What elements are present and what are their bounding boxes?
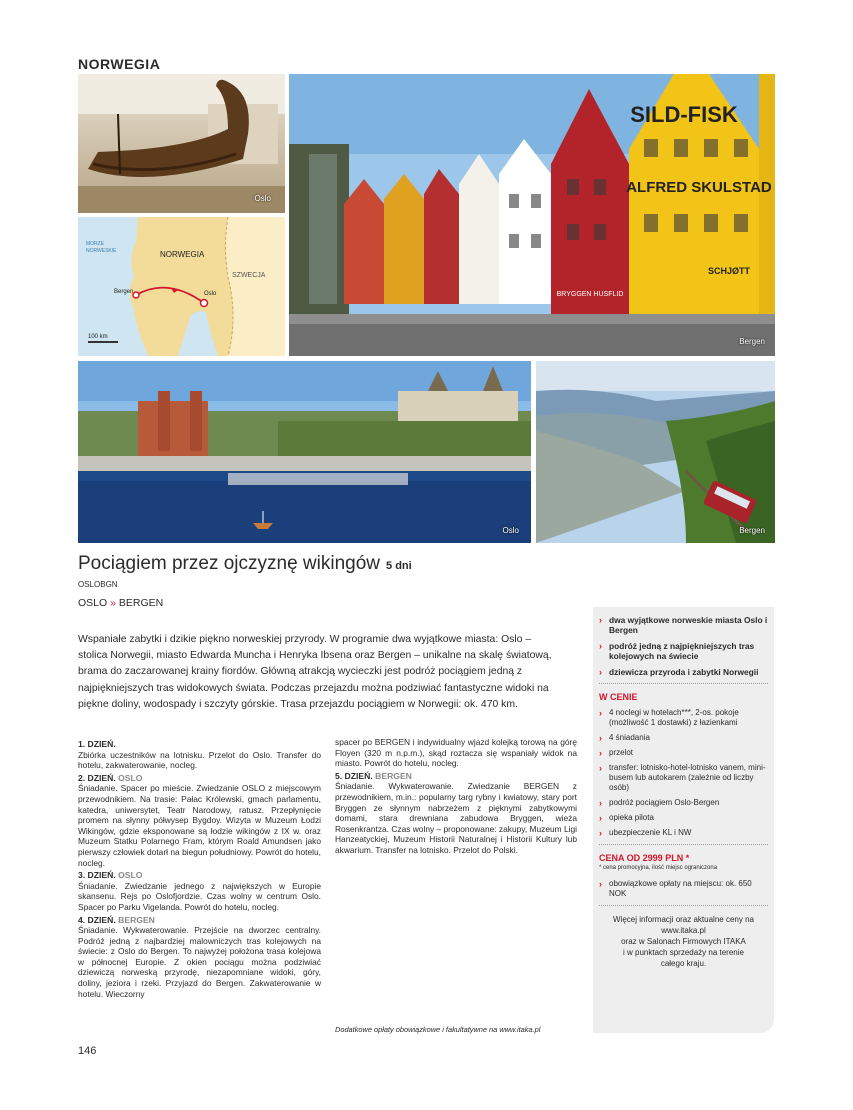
tour-title: [78, 553, 412, 575]
day-text: Zbiórka uczestników na lotnisku. Przelot do Oslo. Transfer do hotelu, zakwaterowanie, nocleg.: [78, 749, 321, 771]
chevron-right-icon: ›: [599, 733, 602, 744]
page-number: 146: [78, 1045, 97, 1057]
viking-ship-photo: [78, 74, 285, 213]
map-country-label: NORWEGIA: [160, 250, 205, 259]
day-place: OSLO: [118, 772, 143, 783]
included-item: [599, 828, 768, 838]
photo-caption: Bergen: [739, 526, 765, 535]
chevron-right-icon: ›: [599, 763, 602, 774]
map-sea-label-1: MORZE: [86, 241, 105, 247]
sign-skulstad: ALFRED SKULSTAD: [626, 179, 772, 196]
included-item: [599, 813, 768, 823]
highlight-text: dwa wyjątkowe norweskie miasta Oslo i Bergen: [609, 615, 768, 636]
fees-text: obowiązkowe opłaty na miejscu: ok. 650 NOK: [609, 879, 752, 899]
day-text: Śniadanie. Spacer po mieście. Zwiedzanie OSLO z miejscowym przewodnikiem. Na trasie: Pałac Królewski, gmach parlamentu, katedra, uniwersytet, Teatr Narodowy, ratusz. Przepłynięcie promem na słynny półwysep Bygdoy. Wizyta w Muzeum Łodzi Wikingów, gdzie eksponowane są łodzie wikingów z IX w. oraz Muzeum Statku Polarnego Fram, którym Roald Amundsen jako pierwszy człowiek dotarł na biegun południowy. Powrót do hotelu, nocleg.: [78, 783, 321, 868]
included-item: [599, 763, 768, 793]
day-heading: [335, 771, 577, 782]
included-item: [599, 798, 768, 808]
chevron-right-icon: ›: [599, 666, 602, 677]
more-info-line: całego kraju.: [660, 959, 707, 969]
info-sidebar: [593, 607, 774, 1033]
included-text: ubezpieczenie KL i NW: [609, 828, 692, 838]
bergen-funicular-photo: [536, 361, 775, 543]
day-label: 1. DZIEŃ.: [78, 739, 116, 749]
included-heading: W CENIE: [599, 692, 638, 703]
tour-duration: 5 dni: [386, 560, 412, 572]
sign-schjott: SCHJØTT: [707, 266, 751, 276]
photo-caption: Oslo: [254, 194, 271, 203]
highlight-item: [599, 641, 768, 662]
included-item: [599, 748, 768, 758]
included-text: opieka pilota: [609, 813, 654, 823]
chevron-right-icon: ›: [599, 640, 602, 651]
map-city-east: Oslo: [204, 291, 217, 297]
program-column-1: [78, 737, 321, 1001]
price-heading: CENA OD 2999 PLN *: [599, 853, 690, 864]
more-info-line: oraz w Salonach Firmowych ITAKA: [621, 937, 746, 947]
country-heading: NORWEGIA: [78, 56, 161, 72]
day-heading: [78, 870, 321, 881]
day-label: 3. DZIEŃ.: [78, 870, 116, 881]
route-to: BERGEN: [118, 597, 164, 609]
map-scale: 100 km: [88, 334, 108, 340]
chevron-right-icon: ›: [599, 798, 602, 809]
day-label: 2. DZIEŃ.: [78, 772, 116, 783]
day-heading: [78, 915, 321, 926]
photo-caption: Oslo: [502, 526, 519, 535]
included-item: [599, 733, 768, 743]
sign-husflid: BRYGGEN HUSFLID: [556, 291, 624, 298]
day-label: 4. DZIEŃ.: [78, 914, 116, 925]
chevron-right-icon: ›: [599, 879, 602, 890]
photo-caption: Bergen: [739, 337, 765, 346]
fees-footnote: Dodatkowe opłaty obowiązkowe i fakultatywne na www.itaka.pl: [335, 1025, 541, 1034]
website-link[interactable]: www.itaka.pl: [661, 926, 706, 936]
day-text: Śniadanie. Zwiedzanie jednego z największych w Europie skansenu. Rejs po Oslofjordzie. Czas wolny w centrum Oslo. Spacer po Parku Vigelanda. Powrót do hotelu, nocleg.: [78, 880, 321, 912]
chevron-right-icon: ›: [599, 615, 602, 625]
divider: [599, 683, 768, 684]
bergen-bryggen-photo: [289, 74, 775, 356]
divider: [599, 844, 768, 845]
included-text: 4 śniadania: [609, 733, 650, 743]
price-note: * cena promocyjna, ilość miejsc ograniczona: [599, 865, 718, 872]
route-arrow: »: [110, 597, 116, 609]
more-info-line: Więcej informacji oraz aktualne ceny na: [613, 915, 754, 925]
map-city-west: Bergen: [114, 289, 134, 295]
day-text: spacer po BERGEN i indywidualny wjazd kolejką torową na górę Floyen (320 m n.p.m.), skąd roztacza się wspaniały widok na miasto. Powrót do hotelu, nocleg.: [335, 737, 577, 769]
chevron-right-icon: ›: [599, 748, 602, 759]
tour-title-text: Pociągiem przez ojczyznę wikingów: [78, 553, 381, 574]
sign-sild-fisk: SILD-FISK: [630, 102, 738, 127]
more-info-line: i w punktach sprzedaży na terenie: [623, 948, 744, 958]
day-text: Śniadanie. Wykwaterowanie. Zwiedzanie BERGEN z przewodnikiem, m.in.: popularny targ rybny i kwiatowy, stary port Bryggen ze słynnym nabrzeżem z pięknymi zabytkowymi domami, stara drewniana zabudowa Bryggen, wieża Rosenkrantza. Czas wolny – proponowane: zakupy, Muzeum Ligi Hanzeatyckiej, Muzeum Historii Naturalnej i Historii Kultury lub akwarium. Transfer na lotnisko. Przelot do Polski.: [335, 781, 577, 855]
divider: [599, 905, 768, 906]
highlight-text: podróż jedną z najpiękniejszych tras kolejowych na świecie: [609, 640, 755, 662]
chevron-right-icon: ›: [599, 828, 602, 839]
day-heading: [78, 773, 321, 784]
included-text: transfer: lotnisko-hotel-lotnisko vanem, mini-busem lub autokarem (zależnie od liczby osób): [609, 763, 766, 793]
highlight-text: dziewicza przyroda i zabytki Norwegii: [609, 666, 759, 677]
chevron-right-icon: ›: [599, 813, 602, 824]
highlight-item: [599, 615, 768, 636]
oslo-harbor-photo: [78, 361, 531, 543]
tour-code: OSLOBGN: [78, 580, 118, 589]
program-column-2: [335, 737, 577, 858]
included-text: podróż pociągiem Oslo-Bergen: [609, 798, 720, 808]
tour-route: [78, 597, 163, 609]
more-info: [599, 914, 768, 969]
included-text: 4 noclegi w hotelach***, 2-os. pokoje (możliwość 1 dostawki) z łazienkami: [609, 708, 739, 728]
map-sea-label-2: NORWESKIE: [86, 248, 117, 254]
day-place: BERGEN: [375, 770, 412, 781]
day-place: BERGEN: [118, 914, 155, 925]
tour-intro: Wspaniałe zabytki i dzikie piękno norweskiej przyrody. W programie dwa wyjątkowe miasta: Oslo – stolica Norwegii, miasto Edwarda Muncha i Henryka Ibsena oraz Bergen – unikalne na skalę światową, brama do zaczarowanej krainy fiordów. Główną atrakcją wycieczki jest podróż pociągiem jedną z najpiękniejszych tras widokowych świata. Podczas przejazdu można podziwiać fantastyczne widoki na piękne doliny, wodospady i szczyty górskie. Trasa przejazdu pociągiem w Norwegii: ok. 470 km.: [78, 634, 552, 710]
day-place: OSLO: [118, 870, 143, 881]
included-text: przelot: [609, 748, 634, 758]
included-item: [599, 708, 768, 728]
highlight-item: [599, 667, 768, 677]
map-neighbor-label: SZWECJA: [232, 272, 266, 279]
route-map: [78, 217, 285, 356]
day-heading: [78, 739, 321, 750]
day-text: Śniadanie. Wykwaterowanie. Przejście na dworzec centralny. Podróż jedną z najbardziej malowniczych tras kolejowych na świecie: z Oslo do Bergen. To najwyżej położona trasa kolejowa w północnej Europie. Z okien pociągu można podziwiać dziewiczą norweską przyrodę, niezapomniane widoki, góry, doliny, jeziora i rzeki. Przyjazd do Bergen. Zakwaterowanie w hotelu. Wieczorny: [78, 925, 321, 999]
chevron-right-icon: ›: [599, 708, 602, 719]
fees-item: [599, 879, 768, 899]
route-from: OSLO: [78, 597, 108, 609]
day-label: 5. DZIEŃ.: [335, 770, 373, 781]
